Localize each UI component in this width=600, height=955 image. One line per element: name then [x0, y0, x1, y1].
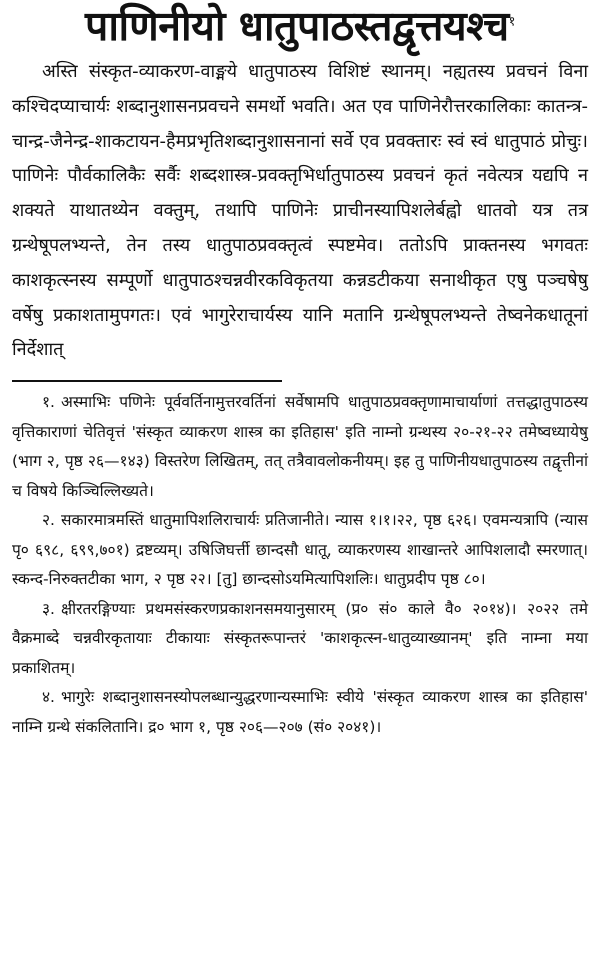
footnote-number: १. — [42, 393, 55, 412]
footnote-2 — [12, 506, 588, 595]
footnote-3 — [12, 595, 588, 684]
footnotes — [12, 388, 588, 742]
footnote-1 — [12, 388, 588, 506]
footnote-divider — [12, 380, 282, 382]
title-footnote-marker: १ — [508, 14, 515, 30]
footnote-number: २. — [42, 511, 55, 530]
footnote-text: भागुरेः शब्दानुशासनस्योपलब्धान्युद्धरणान्यस्माभिः स्वीये 'संस्कृत व्याकरण शास्त्र का इतिहास' नाम्नि ग्रन्थे संकलितानि। द्र० भाग १, पृष्ठ २०६—२०७ (सं० २०४१)। — [12, 688, 588, 736]
title-text: पाणिनीयो धातुपाठस्तद्वृत्तयश्च — [85, 2, 509, 50]
footnote-text: क्षीरतरङ्गिण्याः प्रथमसंस्करणप्रकाशनसमयानुसारम् (प्र० सं० काले वै० २०१४)। २०२२ तमे वैक्रमाब्दे चन्नवीरकृतायाः टीकायाः संस्कृतरूपान्तरं 'काशकृत्स्न-धातुव्याख्यानम्' इति नाम्ना मया प्रकाशितम्। — [12, 599, 588, 677]
footnote-number: ३. — [42, 599, 55, 618]
footnote-text: अस्माभिः पणिनेः पूर्ववर्तिनामुत्तरवर्तिनां सर्वेषामपि धातुपाठप्रवक्तृणामाचार्याणां तत्तद्धातुपाठस्य वृत्तिकाराणां चेतिवृत्तं 'संस्कृत व्याकरण शास्त्र का इतिहास' इति नाम्नो ग्रन्थस्य २०-२१-२२ तमेष्वध्यायेषु (भाग २, पृष्ठ २६—१४३) विस्तरेण लिखितम्, तत् तत्रैवावलोकनीयम्। इह तु पाणिनीयधातुपाठस्य तद्वृत्तीनां च विषये किञ्चिल्लिख्यते। — [12, 393, 588, 500]
main-paragraph: अस्ति संस्कृत-व्याकरण-वाङ्मये धातुपाठस्य विशिष्टं स्थानम्। नह्यतस्य प्रवचनं विना कश्चिदप्याचार्यः शब्दानुशासनप्रवचने समर्थो भवति। अत एव पाणिनेरौत्तरकालिकाः कातन्त्र-चान्द्र-जैनेन्द्र-शाकटायन-हैमप्रभृतिशब्दानुशासनानां सर्वे एव प्रवक्तारः स्वं स्वं धातुपाठं प्रोचुः। पाणिनेः पौर्वकालिकैः सर्वैः शब्दशास्त्र-प्रवक्तृभिर्धातुपाठस्य प्रवचनं कृतं नवेत्यत्र यद्यपि न शक्यते याथातथ्येन वक्तुम्, तथापि पाणिनेः प्राचीनस्यापिशलेर्बह्वो धातवो यत्र तत्र ग्रन्थेषूपलभ्यन्ते, तेन तस्य धातुपाठप्रवक्तृत्वं स्पष्टमेव। ततोऽपि प्राक्तनस्य भगवतः काशकृत्स्नस्य सम्पूर्णो धातुपाठश्चन्नवीरकविकृतया कन्नडटीकया सनाथीकृत एषु पञ्चषेषु वर्षेषु प्रकाशतामुपगतः। एवं भागुरेराचार्यस्य यानि मतानि ग्रन्थेषूपलभ्यन्ते तेष्वनेकधातूनां निर्देशात् — [12, 61, 588, 361]
footnote-4 — [12, 683, 588, 742]
page-title — [12, 0, 588, 49]
footnote-text: सकारमात्रमस्तिं धातुमापिशलिराचार्यः प्रतिजानीते। न्यास १।१।२२, पृष्ठ ६२६। एवमन्यत्रापि (न्यास पृ० ६९८, ६९९,७०१) द्रष्टव्यम्। उषिजिघर्त्ती छान्दसौ धातू, व्याकरणस्य शाखान्तरे आपिशलादौ स्मरणात्। स्कन्द-निरुक्तटीका भाग, २ पृष्ठ २२। [तु] छान्दसोऽयमित्यापिशलिः। धातुप्रदीप पृष्ठ ८०। — [12, 511, 588, 589]
footnote-number: ४. — [42, 688, 55, 707]
